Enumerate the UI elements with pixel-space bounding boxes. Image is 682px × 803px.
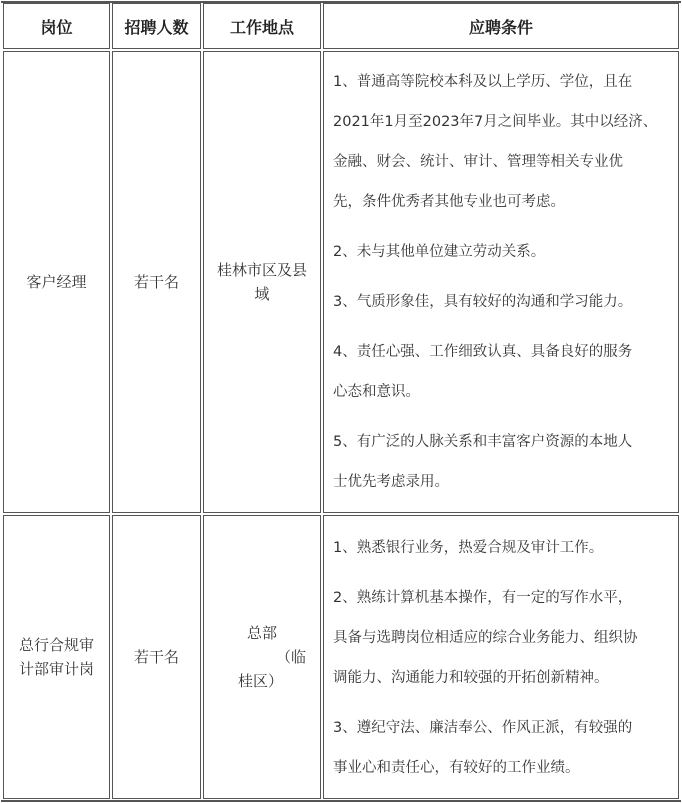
row2-req-3: [333, 708, 670, 788]
req-line: 事业心和责任心，有较好的工作业绩。: [333, 760, 580, 776]
row1-req-5: [333, 422, 670, 502]
row1-requirements: [323, 51, 679, 513]
row2-location-line1: 总部: [247, 624, 278, 642]
row2-req-1: [333, 528, 670, 568]
req-line: 金融、财会、统计、审计、管理等相关专业优: [333, 154, 623, 170]
header-position: 岗位: [3, 3, 110, 49]
row2-position-line1: 总行合规审: [18, 636, 94, 654]
req-line: 1、熟悉银行业务，热爱合规及审计工作。: [333, 540, 604, 556]
row1-req-4: [333, 332, 670, 412]
req-line: 2021年1月至2023年7月之间毕业。其中以经济、: [333, 114, 658, 130]
header-location: 工作地点: [203, 3, 321, 49]
row2-req-2: [333, 578, 670, 698]
req-line: 5、有广泛的人脉关系和丰富客户资源的本地人: [333, 434, 633, 450]
row1-location: [203, 51, 321, 513]
req-line: 士优先考虑录用。: [333, 474, 449, 490]
row2-location-line2: （临: [276, 648, 307, 666]
header-headcount: 招聘人数: [112, 3, 201, 49]
row2-location-line3: 桂区）: [238, 672, 284, 690]
row1-position: 客户经理: [3, 51, 110, 513]
row1-location-line2: 域: [254, 285, 270, 303]
row2-position: [3, 515, 110, 799]
row1-req-1: [333, 62, 670, 222]
row1-location-line1: 桂林市区及县: [216, 261, 307, 279]
row2-position-line2: 计部审计岗: [18, 660, 94, 678]
req-line: 2、未与其他单位建立劳动关系。: [333, 244, 546, 260]
req-line: 调能力、沟通能力和较强的开拓创新精神。: [333, 670, 609, 686]
row1-req-2: [333, 232, 670, 272]
req-line: 先，条件优秀者其他专业也可考虑。: [333, 194, 565, 210]
req-line: 3、遵纪守法、廉洁奉公、作风正派，有较强的: [333, 720, 633, 736]
row2-requirements: [323, 515, 679, 799]
row1-req-3: [333, 282, 670, 322]
req-line: 具备与选聘岗位相适应的综合业务能力、组织协: [333, 630, 638, 646]
row2-location: [203, 515, 321, 799]
req-line: 1、普通高等院校本科及以上学历、学位，且在: [333, 74, 633, 90]
req-line: 3、气质形象佳，具有较好的沟通和学习能力。: [333, 294, 633, 310]
req-line: 心态和意识。: [333, 384, 420, 400]
row2-headcount: 若干名: [112, 515, 201, 799]
header-requirements: 应聘条件: [323, 3, 679, 49]
req-line: 2、熟练计算机基本操作，有一定的写作水平，: [333, 590, 633, 606]
row1-headcount: 若干名: [112, 51, 201, 513]
req-line: 4、责任心强、工作细致认真、具备良好的服务: [333, 344, 633, 360]
